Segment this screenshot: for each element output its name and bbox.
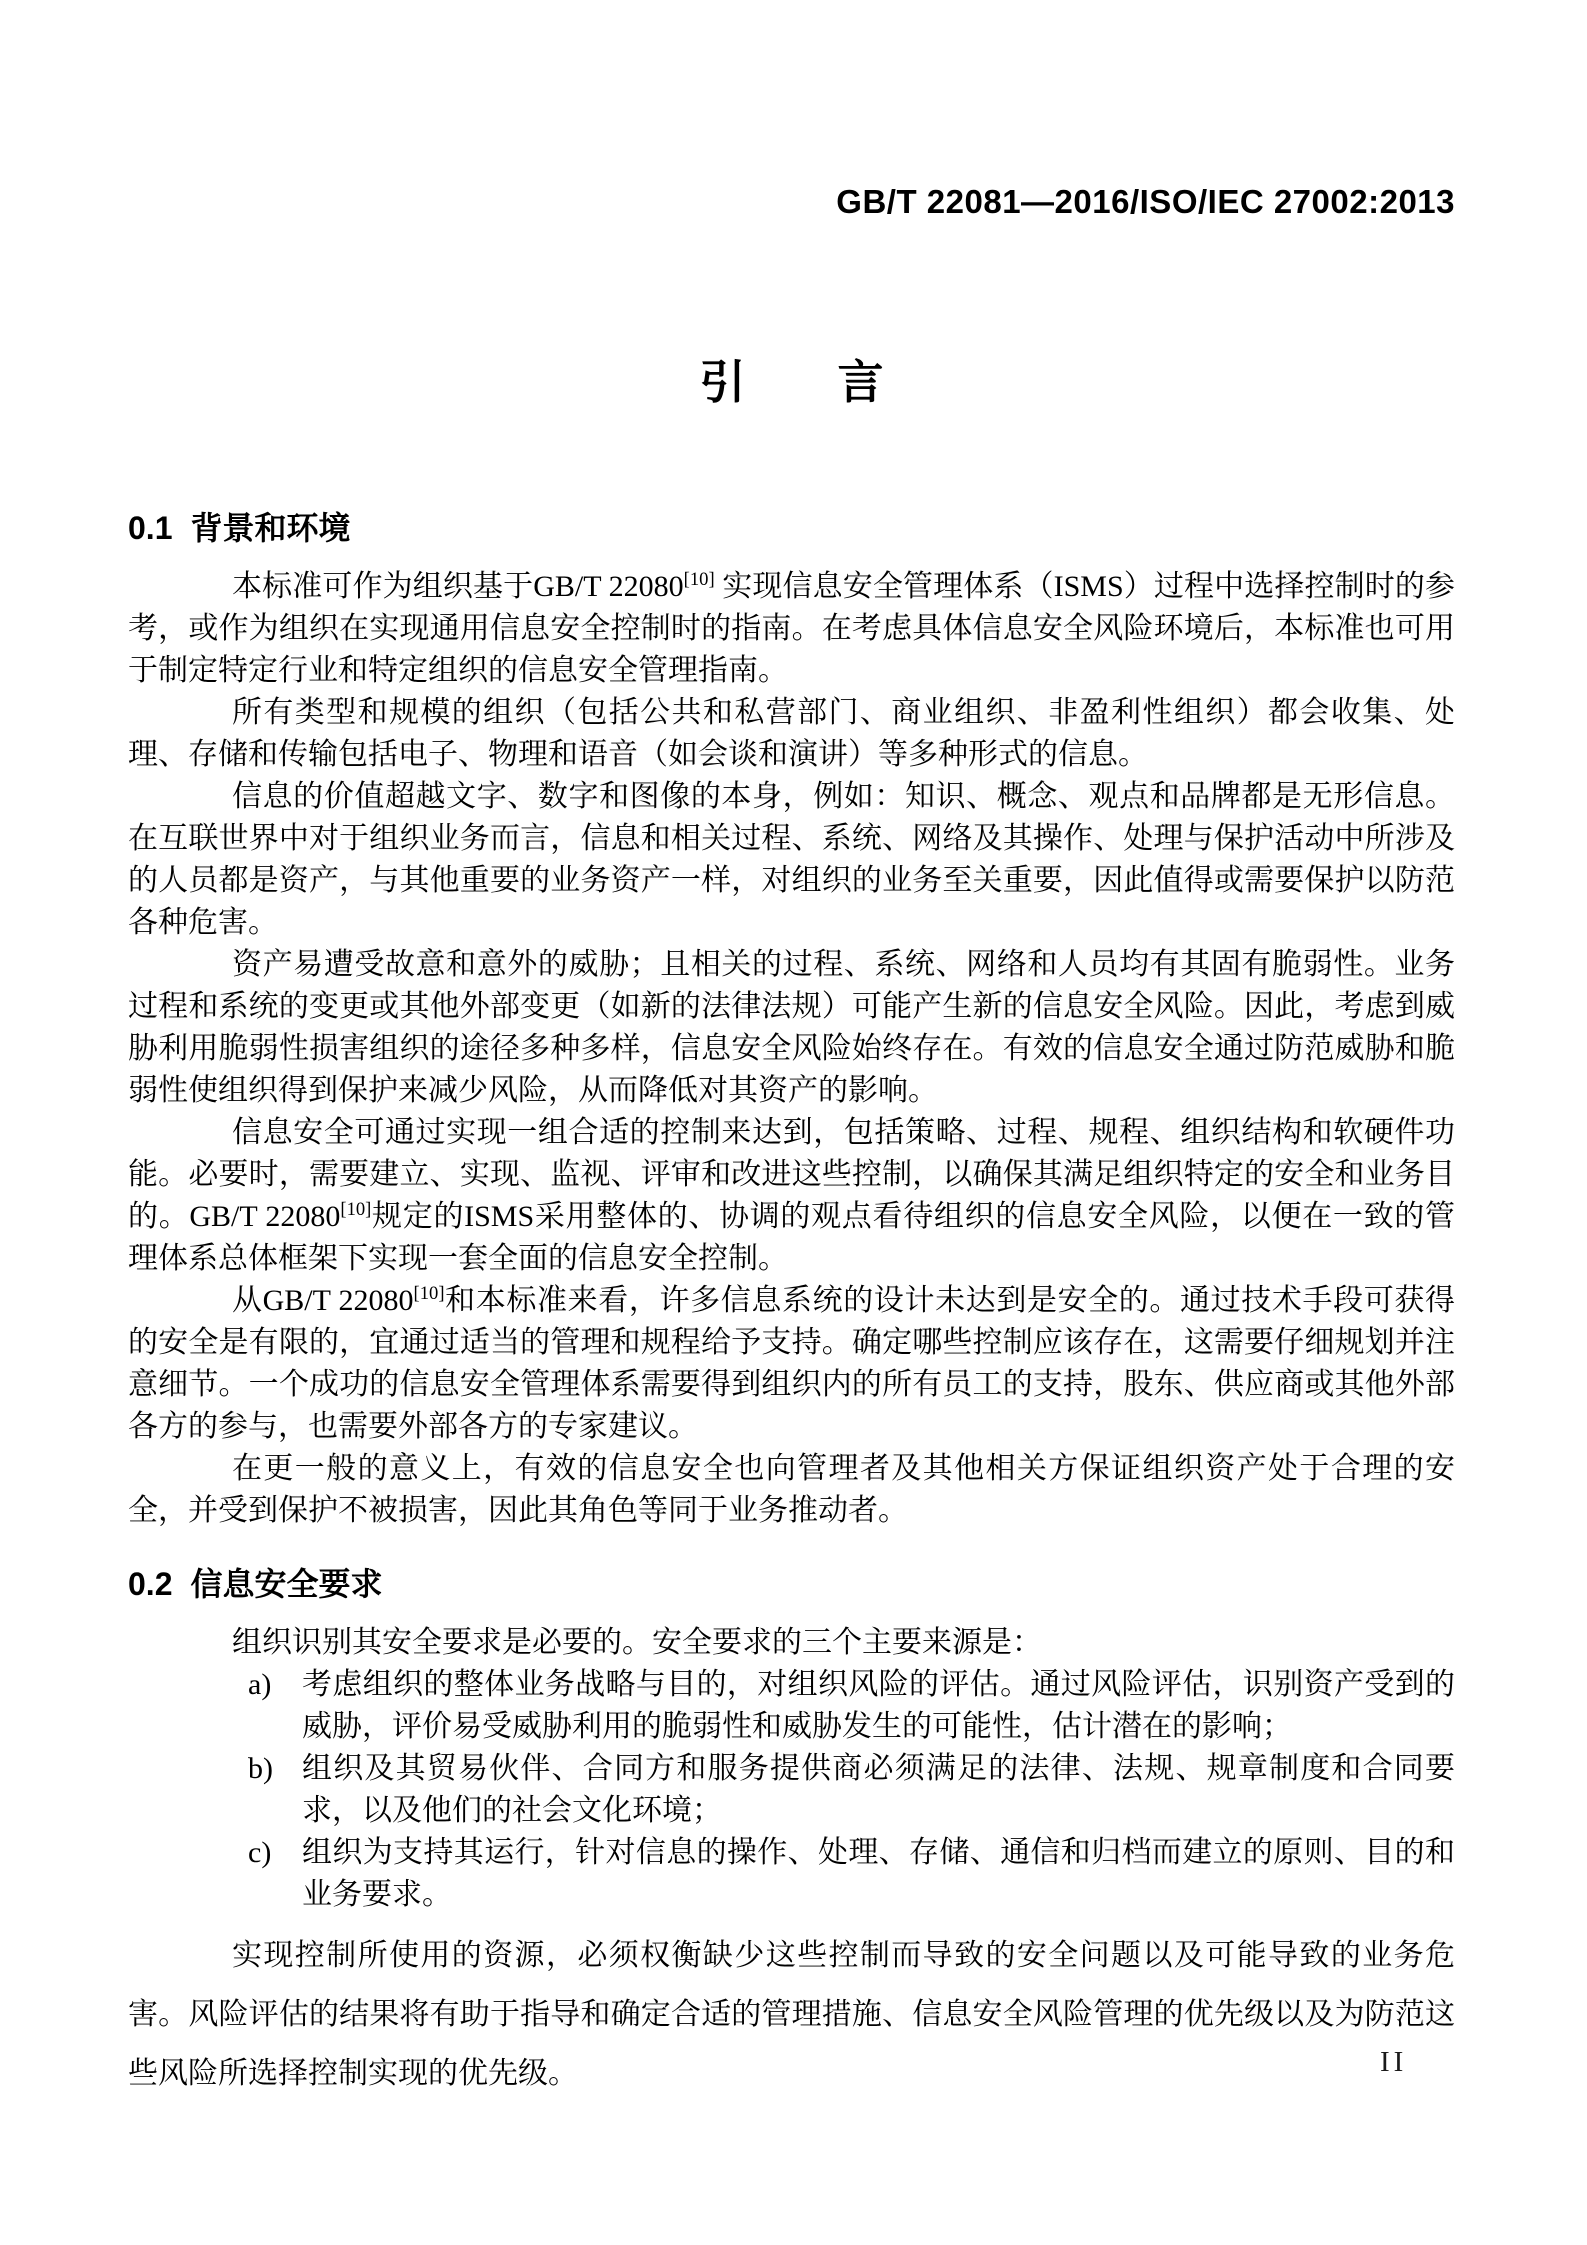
section-heading bbox=[128, 1562, 1455, 1606]
list-item-text bbox=[302, 1664, 1455, 1748]
paragraph bbox=[128, 776, 1455, 944]
document-content bbox=[128, 506, 1455, 2103]
text-run: 组织及其贸易伙伴、合同方和服务提供商必须满足的法律、法规、规章制度和合同要求，以及他们的社会文化环境； bbox=[302, 1752, 1455, 1828]
text-run: 实现控制所使用的资源，必须权衡缺少这些控制而导致的安全问题以及可能导致的业务危害。风险评估的结果将有助于指导和确定合适的管理措施、信息安全风险管理的优先级以及为防范这些风险所选择控制实现的优先级。 bbox=[128, 1939, 1455, 2091]
section-title: 背景和环境 bbox=[190, 510, 351, 547]
page-title: 引 言 bbox=[699, 355, 884, 408]
list-item-text bbox=[302, 1832, 1455, 1916]
section-heading bbox=[128, 506, 1455, 550]
list-item bbox=[128, 1748, 1455, 1832]
superscript-reference: [10] bbox=[340, 1199, 372, 1221]
list-item-text bbox=[302, 1748, 1455, 1832]
text-run: 从GB/T 22080 bbox=[232, 1284, 414, 1318]
list-item-label: b) bbox=[248, 1752, 273, 1786]
section-title: 信息安全要求 bbox=[190, 1566, 383, 1603]
paragraph bbox=[128, 1622, 1455, 1664]
text-run: 考虑组织的整体业务战略与目的，对组织风险的评估。通过风险评估，识别资产受到的威胁，评价易受威胁利用的脆弱性和威胁发生的可能性，估计潜在的影响； bbox=[302, 1668, 1455, 1744]
section-number: 0.2 bbox=[128, 1566, 173, 1603]
text-run: 信息的价值超越文字、数字和图像的本身，例如：知识、概念、观点和品牌都是无形信息。在互联世界中对于组织业务而言，信息和相关过程、系统、网络及其操作、处理与保护活动中所涉及的人员都是资产，与其他重要的业务资产一样，对组织的业务至关重要，因此值得或需要保护以防范各种危害。 bbox=[128, 780, 1455, 940]
paragraph bbox=[128, 944, 1455, 1112]
page-number: II bbox=[1380, 2046, 1408, 2078]
text-run: 信息安全可通过实现一组合适的控制来达到，包括策略、过程、规程、组织结构和软硬件功能。必要时，需要建立、实现、监视、评审和改进这些控制，以确保其满足组织特定的安全和业务目的。GB/T 22080 bbox=[128, 1116, 1455, 1234]
text-run: 实现信息安全管理体系（ISMS）过程中选择控制时的参考，或作为组织在实现通用信息安全控制时的指南。在考虑具体信息安全风险环境后，本标准也可用于制定特定行业和特定组织的信息安全管理指南。 bbox=[128, 570, 1455, 688]
superscript-reference: [10] bbox=[413, 1283, 445, 1305]
paragraph bbox=[128, 1112, 1455, 1280]
standard-number: GB/T 22081—2016/ISO/IEC 27002:2013 bbox=[836, 183, 1455, 220]
list-item bbox=[128, 1832, 1455, 1916]
list-item-label: c) bbox=[248, 1836, 272, 1870]
text-run: 在更一般的意义上，有效的信息安全也向管理者及其他相关方保证组织资产处于合理的安全，并受到保护不被损害，因此其角色等同于业务推动者。 bbox=[128, 1452, 1455, 1528]
section-number: 0.1 bbox=[128, 510, 173, 547]
paragraph bbox=[128, 566, 1455, 692]
page-header bbox=[128, 0, 1455, 221]
text-run: 资产易遭受故意和意外的威胁；且相关的过程、系统、网络和人员均有其固有脆弱性。业务过程和系统的变更或其他外部变更（如新的法律法规）可能产生新的信息安全风险。因此，考虑到威胁利用脆弱性损害组织的途径多种多样，信息安全风险始终存在。有效的信息安全通过防范威胁和脆弱性使组织得到保护来减少风险，从而降低对其资产的影响。 bbox=[128, 948, 1455, 1108]
text-run: 本标准可作为组织基于GB/T 22080 bbox=[232, 570, 684, 604]
text-run: 组织识别其安全要求是必要的。安全要求的三个主要来源是： bbox=[232, 1626, 1042, 1660]
text-run: 规定的ISMS采用整体的、协调的观点看待组织的信息安全风险，以便在一致的管理体系总体框架下实现一套全面的信息安全控制。 bbox=[128, 1200, 1455, 1276]
text-run: 组织为支持其运行，针对信息的操作、处理、存储、通信和归档而建立的原则、目的和业务要求。 bbox=[302, 1836, 1455, 1912]
paragraph bbox=[128, 1280, 1455, 1448]
paragraph bbox=[128, 1448, 1455, 1532]
list-item bbox=[128, 1664, 1455, 1748]
superscript-reference: [10] bbox=[683, 569, 715, 591]
text-run: 和本标准来看，许多信息系统的设计未达到是安全的。通过技术手段可获得的安全是有限的，宜通过适当的管理和规程给予支持。确定哪些控制应该存在，这需要仔细规划并注意细节。一个成功的信息安全管理体系需要得到组织内的所有员工的支持，股东、供应商或其他外部各方的参与，也需要外部各方的专家建议。 bbox=[128, 1284, 1456, 1444]
paragraph bbox=[128, 692, 1455, 776]
list-item-label: a) bbox=[248, 1668, 272, 1702]
paragraph bbox=[128, 1926, 1455, 2103]
text-run: 所有类型和规模的组织（包括公共和私营部门、商业组织、非盈利性组织）都会收集、处理、存储和传输包括电子、物理和语音（如会谈和演讲）等多种形式的信息。 bbox=[128, 696, 1455, 772]
